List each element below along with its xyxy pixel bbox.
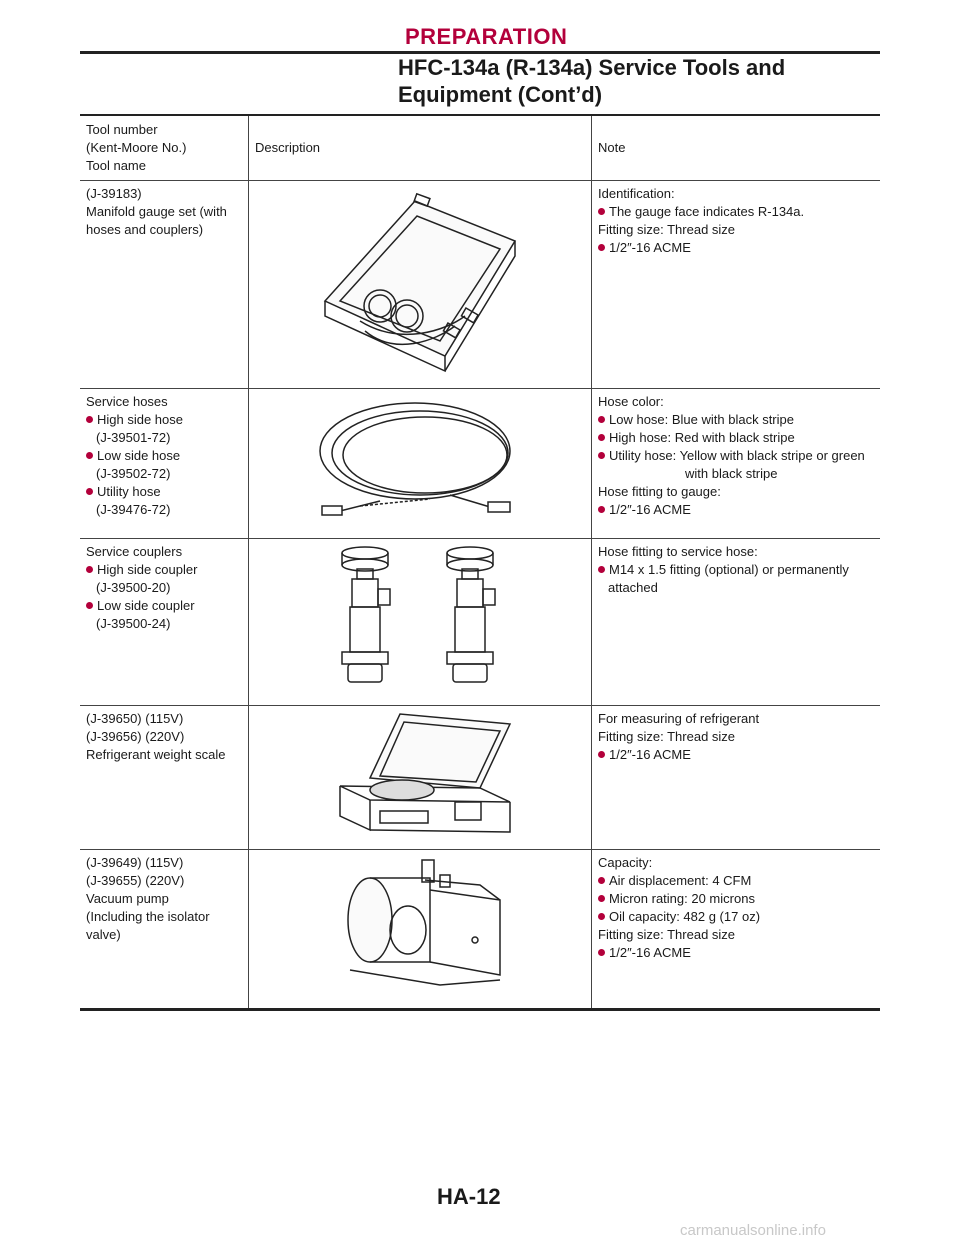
col-header-note: Note [598,139,626,155]
watermark: carmanualsonline.info [680,1222,826,1239]
manifold-gauge-set-illustration [305,181,535,381]
tool-cell: Service hoses High side hose (J-39501-72) Low side hose (J-39502-72) Utility hose (J-39476-72) [80,388,249,538]
bullet-dot-icon [86,488,93,495]
bullet-dot-icon [598,913,605,920]
note-cell: Identification: The gauge face indicates R-134a. Fitting size: Thread size 1/2″-16 ACME [592,180,881,388]
table-row [80,538,880,705]
bullet-dot-icon [598,566,605,573]
bullet-dot-icon [86,566,93,573]
note-cell: For measuring of refrigerant Fitting size: Thread size 1/2″-16 ACME [592,705,881,849]
bullet-dot-icon [598,434,605,441]
col-header-tool: Tool number (Kent-Moore No.) Tool name [80,116,249,180]
note-cell: Hose color: Low hose: Blue with black stripe High hose: Red with black stripe Utility hose: Yellow with black stripe or green with black stripe Hose fitting to gauge: 1/2″-16 ACME [592,388,881,538]
table-header-row [80,116,880,180]
bullet-item: M14 x 1.5 fitting (optional) or permanently [598,561,874,579]
bullet-item: High side hose [86,411,242,429]
service-hoses-illustration [300,389,540,529]
bullet-dot-icon [598,949,605,956]
bullet-dot-icon [86,416,93,423]
low-side-coupler-icon [447,547,495,682]
table-row [80,180,880,388]
section-heading: PREPARATION [405,24,568,49]
bullet-item: High hose: Red with black stripe [598,429,874,447]
table-row [80,705,880,849]
bullet-item: Low side coupler [86,597,242,615]
table-row [80,849,880,1009]
bullet-item: High side coupler [86,561,242,579]
tool-cell: (J-39183) Manifold gauge set (with hoses and couplers) [80,180,249,388]
bullet-item: Air displacement: 4 CFM [598,872,874,890]
description-cell [249,538,592,705]
tools-table [80,116,880,1011]
bullet-dot-icon [598,506,605,513]
bullet-item: The gauge face indicates R-134a. [598,203,874,221]
bullet-item: Low hose: Blue with black stripe [598,411,874,429]
note-cell: Capacity: Air displacement: 4 CFM Micron rating: 20 microns Oil capacity: 482 g (17 oz) Fitting size: Thread size 1/2″-16 ACME [592,849,881,1009]
bullet-dot-icon [86,602,93,609]
refrigerant-weight-scale-illustration [320,706,520,842]
page-title: HFC-134a (R-134a) Service Tools and Equipment (Cont’d) [398,55,786,107]
bullet-dot-icon [598,751,605,758]
description-cell [249,388,592,538]
bullet-item: Low side hose [86,447,242,465]
bullet-dot-icon [598,416,605,423]
high-side-coupler-icon [342,547,390,682]
bullet-dot-icon [598,208,605,215]
bullet-item: 1/2″-16 ACME [598,239,874,257]
bullet-dot-icon [86,452,93,459]
bullet-item: Oil capacity: 482 g (17 oz) [598,908,874,926]
col-header-description: Description [249,116,592,180]
page-number: HA-12 [437,1184,501,1209]
service-couplers-illustration [320,539,520,689]
bullet-dot-icon [598,895,605,902]
bullet-dot-icon [598,452,605,459]
vacuum-pump-illustration [330,850,510,1000]
bullet-dot-icon [598,244,605,251]
bullet-item: Utility hose: Yellow with black stripe or green [598,447,874,465]
tool-cell: (J-39650) (115V) (J-39656) (220V) Refrigerant weight scale [80,705,249,849]
bullet-item: Micron rating: 20 microns [598,890,874,908]
bullet-item: 1/2″-16 ACME [598,746,874,764]
bullet-item: Utility hose [86,483,242,501]
description-cell [249,180,592,388]
table-row [80,388,880,538]
description-cell [249,849,592,1009]
bullet-item: 1/2″-16 ACME [598,944,874,962]
bullet-item: 1/2″-16 ACME [598,501,874,519]
bullet-dot-icon [598,877,605,884]
note-cell: Hose fitting to service hose: M14 x 1.5 fitting (optional) or permanently attached [592,538,881,705]
tool-cell: Service couplers High side coupler (J-39500-20) Low side coupler (J-39500-24) [80,538,249,705]
tool-cell: (J-39649) (115V) (J-39655) (220V) Vacuum pump (Including the isolator valve) [80,849,249,1009]
description-cell [249,705,592,849]
